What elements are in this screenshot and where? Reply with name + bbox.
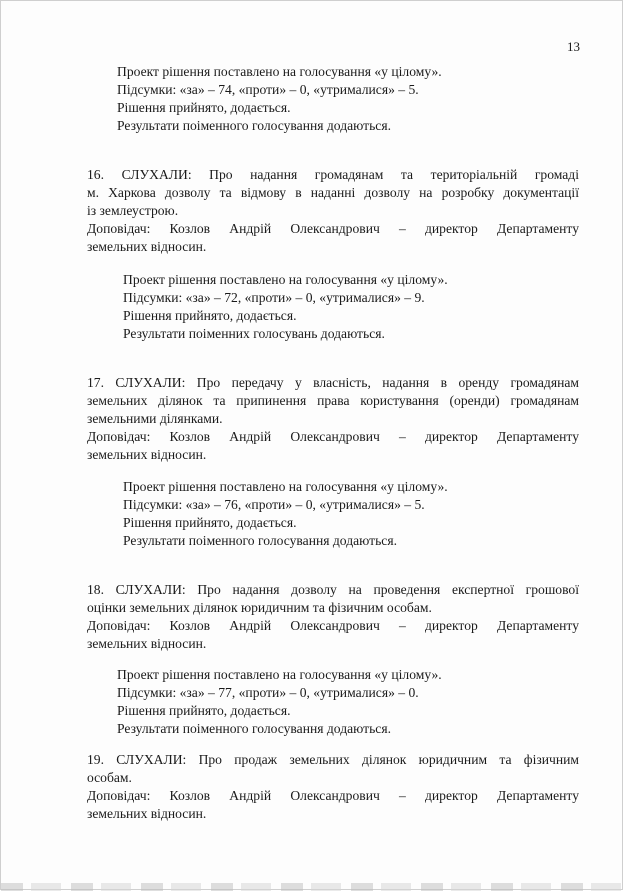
item18-roll-call: Результати поіменного голосування додаються.	[117, 721, 391, 736]
item18-vote-status: Проект рішення поставлено на голосування «у цілому».	[117, 667, 442, 682]
item18-speaker-line2: земельних відносин.	[87, 636, 207, 651]
item17-decision: Рішення прийнято, додається.	[123, 515, 297, 530]
item17-speaker-line1: Доповідач: Козлов Андрій Олександрович – директор Департаменту	[87, 429, 579, 444]
item16-roll-call: Результати поіменних голосувань додаються.	[123, 326, 385, 341]
item18-speaker-line1: Доповідач: Козлов Андрій Олександрович – директор Департаменту	[87, 618, 579, 633]
item18-heading-line2: оцінки земельних ділянок юридичним та фізичним особам.	[87, 600, 432, 615]
item19-heading-line1: 19. СЛУХАЛИ: Про продаж земельних ділянок юридичним та фізичним	[87, 752, 579, 767]
item18-heading-line1: 18. СЛУХАЛИ: Про надання дозволу на проведення експертної грошової	[87, 582, 579, 597]
item17-vote-results: Підсумки: «за» – 76, «проти» – 0, «утрималися» – 5.	[123, 497, 425, 512]
item19-speaker-line2: земельних відносин.	[87, 806, 207, 821]
item17-heading-line3: земельними ділянками.	[87, 411, 223, 426]
vote-results-line: Підсумки: «за» – 74, «проти» – 0, «утрималися» – 5.	[117, 82, 419, 97]
vote-status-line: Проект рішення поставлено на голосування «у цілому».	[117, 64, 442, 79]
item16-speaker-line1: Доповідач: Козлов Андрій Олександрович – директор Департаменту	[87, 221, 579, 236]
roll-call-line: Результати поіменного голосування додаються.	[117, 118, 391, 133]
item19-speaker-line1: Доповідач: Козлов Андрій Олександрович – директор Департаменту	[87, 788, 579, 803]
decision-line: Рішення прийнято, додається.	[117, 100, 291, 115]
item17-heading-line2: земельних ділянок та припинення права користування (оренди) громадянам	[87, 393, 579, 408]
item16-speaker-line2: земельних відносин.	[87, 239, 207, 254]
item16-decision: Рішення прийнято, додається.	[123, 308, 297, 323]
item17-vote-status: Проект рішення поставлено на голосування «у цілому».	[123, 479, 448, 494]
item16-vote-results: Підсумки: «за» – 72, «проти» – 0, «утрималися» – 9.	[123, 290, 425, 305]
item16-heading-line2: м. Харкова дозволу та відмову в наданні дозволу на розробку документації	[87, 185, 579, 200]
item17-roll-call: Результати поіменного голосування додаються.	[123, 533, 397, 548]
page-number: 13	[567, 39, 580, 54]
item16-heading-line1: 16. СЛУХАЛИ: Про надання громадянам та територіальній громаді	[87, 167, 579, 182]
item16-heading-line3: із землеустрою.	[87, 203, 179, 218]
item17-heading-line1: 17. СЛУХАЛИ: Про передачу у власність, надання в оренду громадянам	[87, 375, 579, 390]
item18-decision: Рішення прийнято, додається.	[117, 703, 291, 718]
item19-heading-line2: особам.	[87, 770, 132, 785]
item17-speaker-line2: земельних відносин.	[87, 447, 207, 462]
item18-vote-results: Підсумки: «за» – 77, «проти» – 0, «утрималися» – 0.	[117, 685, 419, 700]
item16-vote-status: Проект рішення поставлено на голосування «у цілому».	[123, 272, 448, 287]
